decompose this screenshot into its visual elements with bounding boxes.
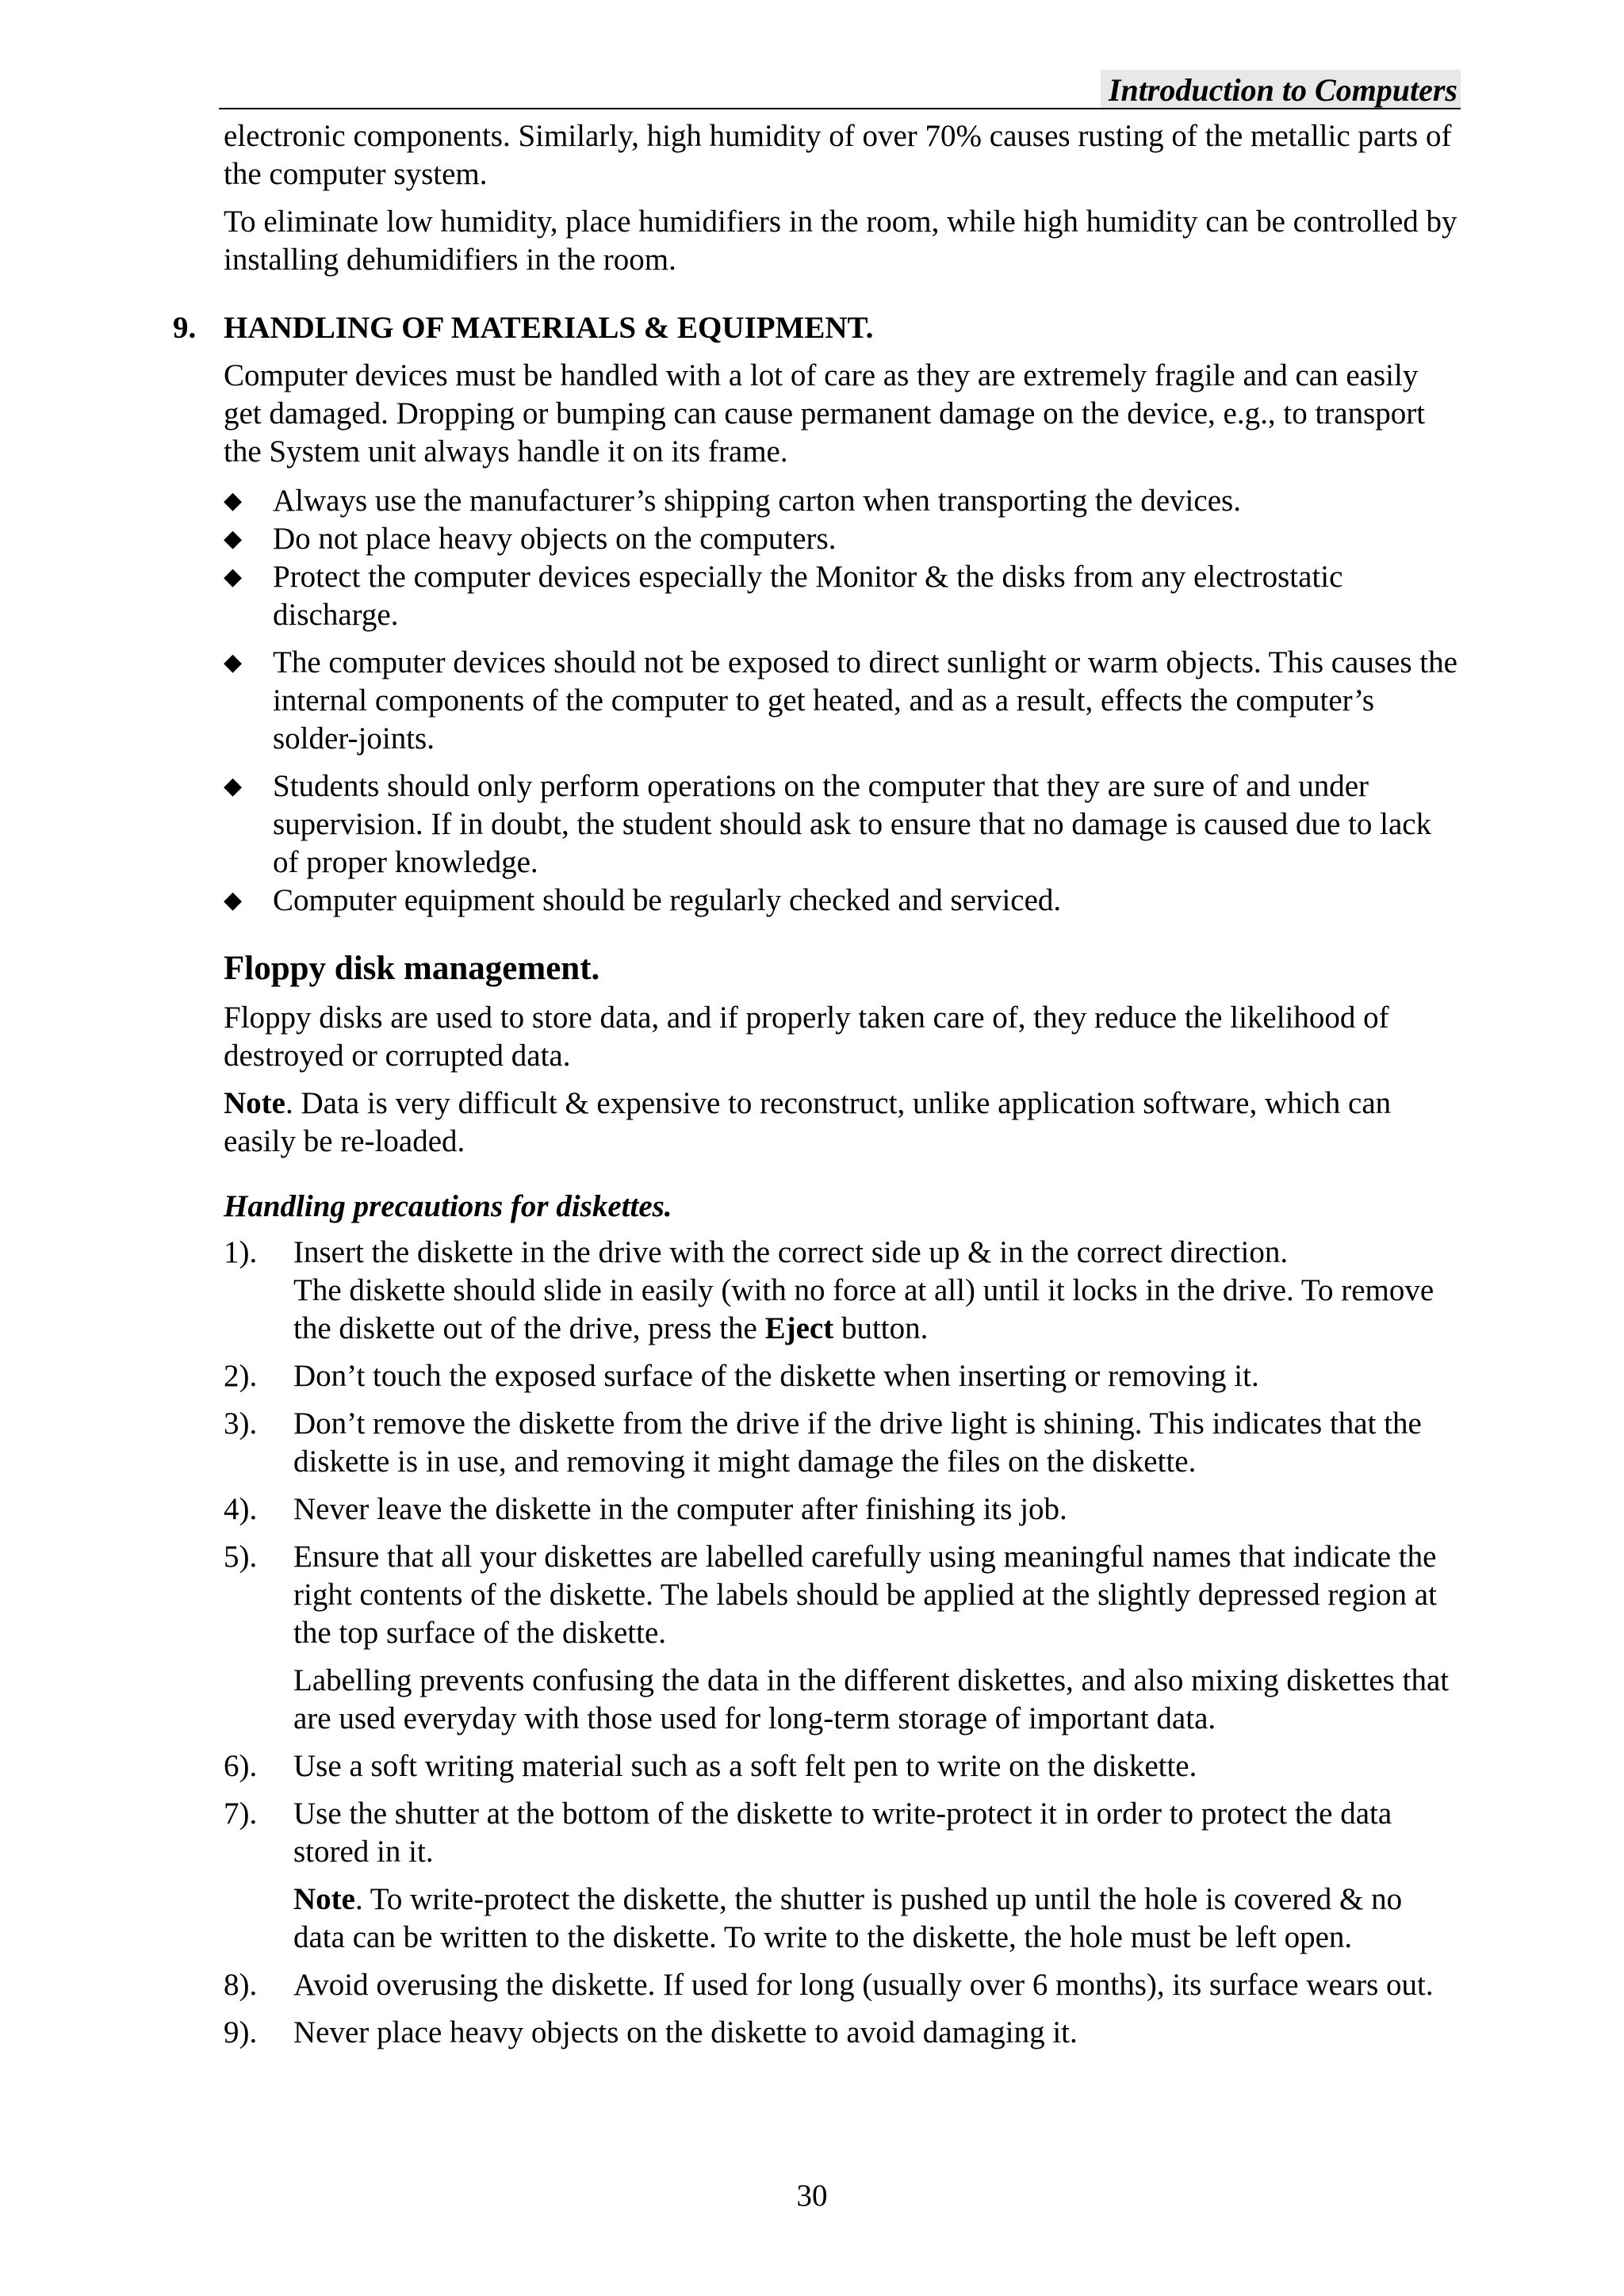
list-marker: 9). — [224, 2015, 258, 2049]
list-item-text: The diskette should slide in easily (with no force at all) until it locks in the drive. To remove the diskette out of the drive, press the — [293, 1273, 1434, 1345]
bullet-item — [224, 882, 1461, 920]
list-item-text: Use the shutter at the bottom of the diskette to write-protect it in order to protect the data stored in it. — [293, 1797, 1392, 1869]
list-marker: 2). — [224, 1359, 258, 1393]
list-item-line — [293, 1272, 1461, 1348]
bullet-text: Do not place heavy objects on the computers. — [273, 522, 837, 556]
intro-paragraph-2: To eliminate low humidity, place humidifiers in the room, while high humidity can be controlled by installing dehumidifiers in the room. — [224, 205, 1457, 277]
list-item — [224, 1234, 1461, 1348]
list-item-text: Never leave the diskette in the computer after finishing its job. — [293, 1492, 1067, 1526]
section-number: 9. — [173, 311, 197, 345]
floppy-note — [224, 1085, 1461, 1161]
bullet-text: Always use the manufacturer’s shipping carton when transporting the devices. — [273, 484, 1241, 518]
note-text: . To write-protect the diskette, the shutter is pushed up until the hole is covered & no data can be written to the diskette. To write to the diskette, the hole must be left open. — [293, 1882, 1403, 1954]
list-item-text: button. — [833, 1311, 929, 1345]
section-heading — [173, 309, 1461, 347]
bullet-text: Computer equipment should be regularly checked and serviced. — [273, 883, 1062, 917]
floppy-paragraph: Floppy disks are used to store data, and if properly taken care of, they reduce the likelihood of destroyed or corrupted data. — [224, 1001, 1389, 1073]
list-item-text: Never place heavy objects on the diskette to avoid damaging it. — [293, 2015, 1078, 2049]
page-content — [173, 117, 1461, 2052]
note-text: . Data is very difficult & expensive to reconstruct, unlike application software, which can easily be re-loaded. — [224, 1086, 1392, 1158]
bullet-text: Students should only perform operations on the computer that they are sure of and under supervision. If in doubt, the student should ask to ensure that no damage is caused due to lack of proper knowledge. — [273, 769, 1432, 879]
list-item-text: Ensure that all your diskettes are labelled carefully using meaningful names that indicate the right contents of the diskette. The labels should be applied at the slightly depressed region at the top surface of the diskette. — [293, 1540, 1437, 1650]
list-item-line: Insert the diskette in the drive with the correct side up & in the correct direction. — [293, 1235, 1289, 1269]
section-title: HANDLING OF MATERIALS & EQUIPMENT. — [224, 311, 874, 345]
list-item-text: Avoid overusing the diskette. If used for long (usually over 6 months), its surface wears out. — [293, 1968, 1434, 2002]
page-number: 30 — [796, 2179, 828, 2213]
bullet-item — [224, 767, 1461, 882]
list-marker: 1). — [224, 1235, 258, 1269]
section-paragraph: Computer devices must be handled with a lot of care as they are extremely fragile and can easily get damaged. Dropping or bumping can cause permanent damage on the device, e.g., to transport the System unit always handle it on its frame. — [224, 358, 1426, 469]
list-item — [224, 1357, 1461, 1395]
list-marker: 7). — [224, 1797, 258, 1831]
list-marker: 4). — [224, 1492, 258, 1526]
running-header: Introduction to Computers — [1101, 70, 1461, 109]
precautions-heading: Handling precautions for diskettes. — [224, 1189, 672, 1223]
bullet-text: The computer devices should not be exposed to direct sunlight or warm objects. This causes the internal components of the computer to get heated, and as a result, effects the computer’s solder-joints. — [273, 645, 1457, 756]
bullet-item — [224, 520, 1461, 558]
list-item — [224, 1747, 1461, 1785]
eject-label: Eject — [764, 1311, 834, 1345]
note-label: Note — [293, 1882, 355, 1916]
note-label: Note — [224, 1086, 285, 1120]
diamond-bullet-icon: ◆ — [224, 526, 243, 552]
bullet-list — [224, 482, 1461, 920]
list-item — [224, 2014, 1461, 2052]
bullet-text: Protect the computer devices especially the Monitor & the disks from any electrostatic discharge. — [273, 560, 1343, 632]
floppy-heading: Floppy disk management. — [224, 950, 600, 987]
list-item — [224, 1490, 1461, 1529]
list-marker: 5). — [224, 1540, 258, 1574]
header-rule — [219, 108, 1461, 109]
precautions-list — [224, 1234, 1461, 2052]
diamond-bullet-icon: ◆ — [224, 488, 243, 514]
list-item — [224, 1966, 1461, 2004]
diamond-bullet-icon: ◆ — [224, 649, 243, 675]
list-item — [224, 1795, 1461, 1957]
list-marker: 3). — [224, 1406, 258, 1441]
diamond-bullet-icon: ◆ — [224, 564, 243, 590]
list-item-text: Don’t touch the exposed surface of the diskette when inserting or removing it. — [293, 1359, 1259, 1393]
bullet-item — [224, 482, 1461, 520]
list-item-text: Use a soft writing material such as a soft felt pen to write on the diskette. — [293, 1749, 1197, 1783]
list-item-note — [293, 1881, 1461, 1957]
diamond-bullet-icon: ◆ — [224, 887, 243, 913]
bullet-item — [224, 644, 1461, 758]
list-marker: 6). — [224, 1749, 258, 1783]
list-item — [224, 1538, 1461, 1738]
intro-paragraph-1: electronic components. Similarly, high humidity of over 70% causes rusting of the metallic parts of the computer system. — [224, 119, 1452, 191]
list-item — [224, 1405, 1461, 1481]
diamond-bullet-icon: ◆ — [224, 773, 243, 799]
list-marker: 8). — [224, 1968, 258, 2002]
list-item-text: Don’t remove the diskette from the drive if the drive light is shining. This indicates that the diskette is in use, and removing it might damage the files on the diskette. — [293, 1406, 1422, 1479]
list-item-extra: Labelling prevents confusing the data in the different diskettes, and also mixing diskettes that are used everyday with those used for long-term storage of important data. — [293, 1663, 1450, 1735]
bullet-item — [224, 558, 1461, 634]
